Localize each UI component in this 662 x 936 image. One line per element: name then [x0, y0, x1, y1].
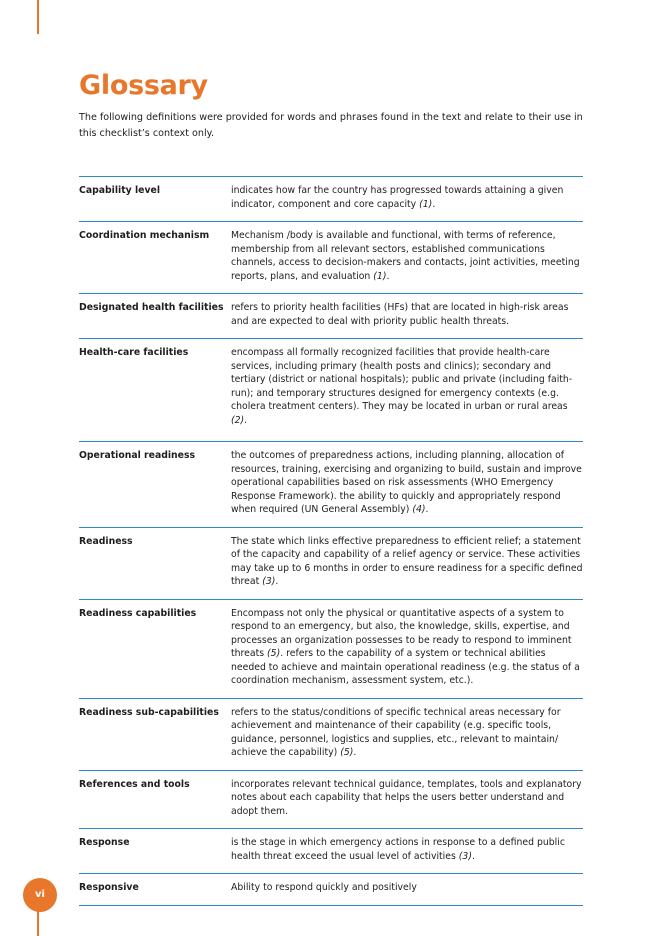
- glossary-row: [79, 527, 583, 599]
- glossary-term: Coordination mechanism: [79, 230, 210, 241]
- glossary-row: [79, 441, 583, 527]
- glossary-row: [79, 770, 583, 829]
- glossary-definition: The state which links effective preparedness to efficient relief; a statement of the capacity and capability of a relief agency or service. These activities may take up to 6 months in order to ensure readiness for a specific defined threat (3).: [231, 535, 583, 587]
- glossary-definition: Ability to respond quickly and positively: [231, 882, 417, 893]
- glossary-definition: incorporates relevant technical guidance, templates, tools and explanatory notes about each capability that helps the users better understand and adopt them.: [231, 778, 582, 817]
- intro-paragraph: The following definitions were provided for words and phrases found in the text and relate to their use in this checklist’s context only.: [79, 112, 583, 139]
- glossary-row: [79, 599, 583, 698]
- glossary-definition: refers to the status/conditions of specific technical areas necessary for achievement and maintenance of their capability (e.g. specific tools, guidance, personnel, logistics and supplies, etc., relevant to maintain/ achieve the capability) (5).: [231, 706, 561, 758]
- glossary-definition: encompass all formally recognized facilities that provide health-care services, including primary (health posts and clinics); secondary and tertiary (district or national hospitals); public and private (including faith-run); and temporary structures designed for emergency contexts (e.g. cholera treatment centers). They may be located in urban or rural areas (2).: [231, 347, 573, 426]
- glossary-term: Operational readiness: [79, 450, 196, 461]
- page-title: Glossary: [79, 70, 208, 101]
- glossary-definition: Mechanism /body is available and functional, with terms of reference, membership from all relevant sectors, established communications channels, access to decision-makers and contacts, joint activities, meeting reports, plans, and evaluation (1).: [231, 230, 580, 282]
- glossary-row: [79, 221, 583, 293]
- glossary-row: [79, 873, 583, 906]
- page-number-badge: vi: [23, 878, 57, 912]
- glossary-term: Health-care facilities: [79, 347, 189, 358]
- glossary-row: [79, 176, 583, 221]
- glossary-term: Responsive: [79, 882, 139, 893]
- glossary-definition: the outcomes of preparedness actions, including planning, allocation of resources, training, exercising and organizing to build, sustain and improve operational capabilities based on risk assessments (WHO Emergency Response Framework). the ability to quickly and appropriately respond when required (UN General Assembly) (4).: [231, 450, 582, 515]
- glossary-row: [79, 338, 583, 441]
- glossary-term: Designated health facilities: [79, 302, 224, 313]
- glossary-term: Capability level: [79, 185, 161, 196]
- glossary-definition: Encompass not only the physical or quantitative aspects of a system to respond to an emergency, but also, the knowledge, skills, expertise, and processes an organization possesses to be ready to respond to imminent threats (5). refers to the capability of a system or technical abilities needed to achieve and maintain operational readiness (e.g. the status of a coordination mechanism, assessment system, etc.).: [231, 607, 580, 686]
- glossary-definition: is the stage in which emergency actions in response to a defined public health threat exceed the usual level of activities (3).: [231, 837, 565, 862]
- bottom-margin-line: [37, 910, 39, 936]
- glossary-row: [79, 698, 583, 770]
- glossary-definition: indicates how far the country has progressed towards attaining a given indicator, component and core capacity (1).: [231, 185, 564, 210]
- glossary-term: Readiness sub-capabilities: [79, 706, 219, 718]
- glossary-term: References and tools: [79, 778, 190, 790]
- glossary-table: [79, 176, 583, 906]
- glossary-term: Response: [79, 837, 130, 848]
- glossary-term: Readiness: [79, 535, 133, 547]
- top-margin-line: [37, 0, 39, 34]
- glossary-row: [79, 293, 583, 338]
- glossary-definition: refers to priority health facilities (HFs) that are located in high-risk areas and are expected to deal with priority public health threats.: [231, 302, 569, 327]
- glossary-term: Readiness capabilities: [79, 607, 197, 619]
- glossary-row: [79, 828, 583, 873]
